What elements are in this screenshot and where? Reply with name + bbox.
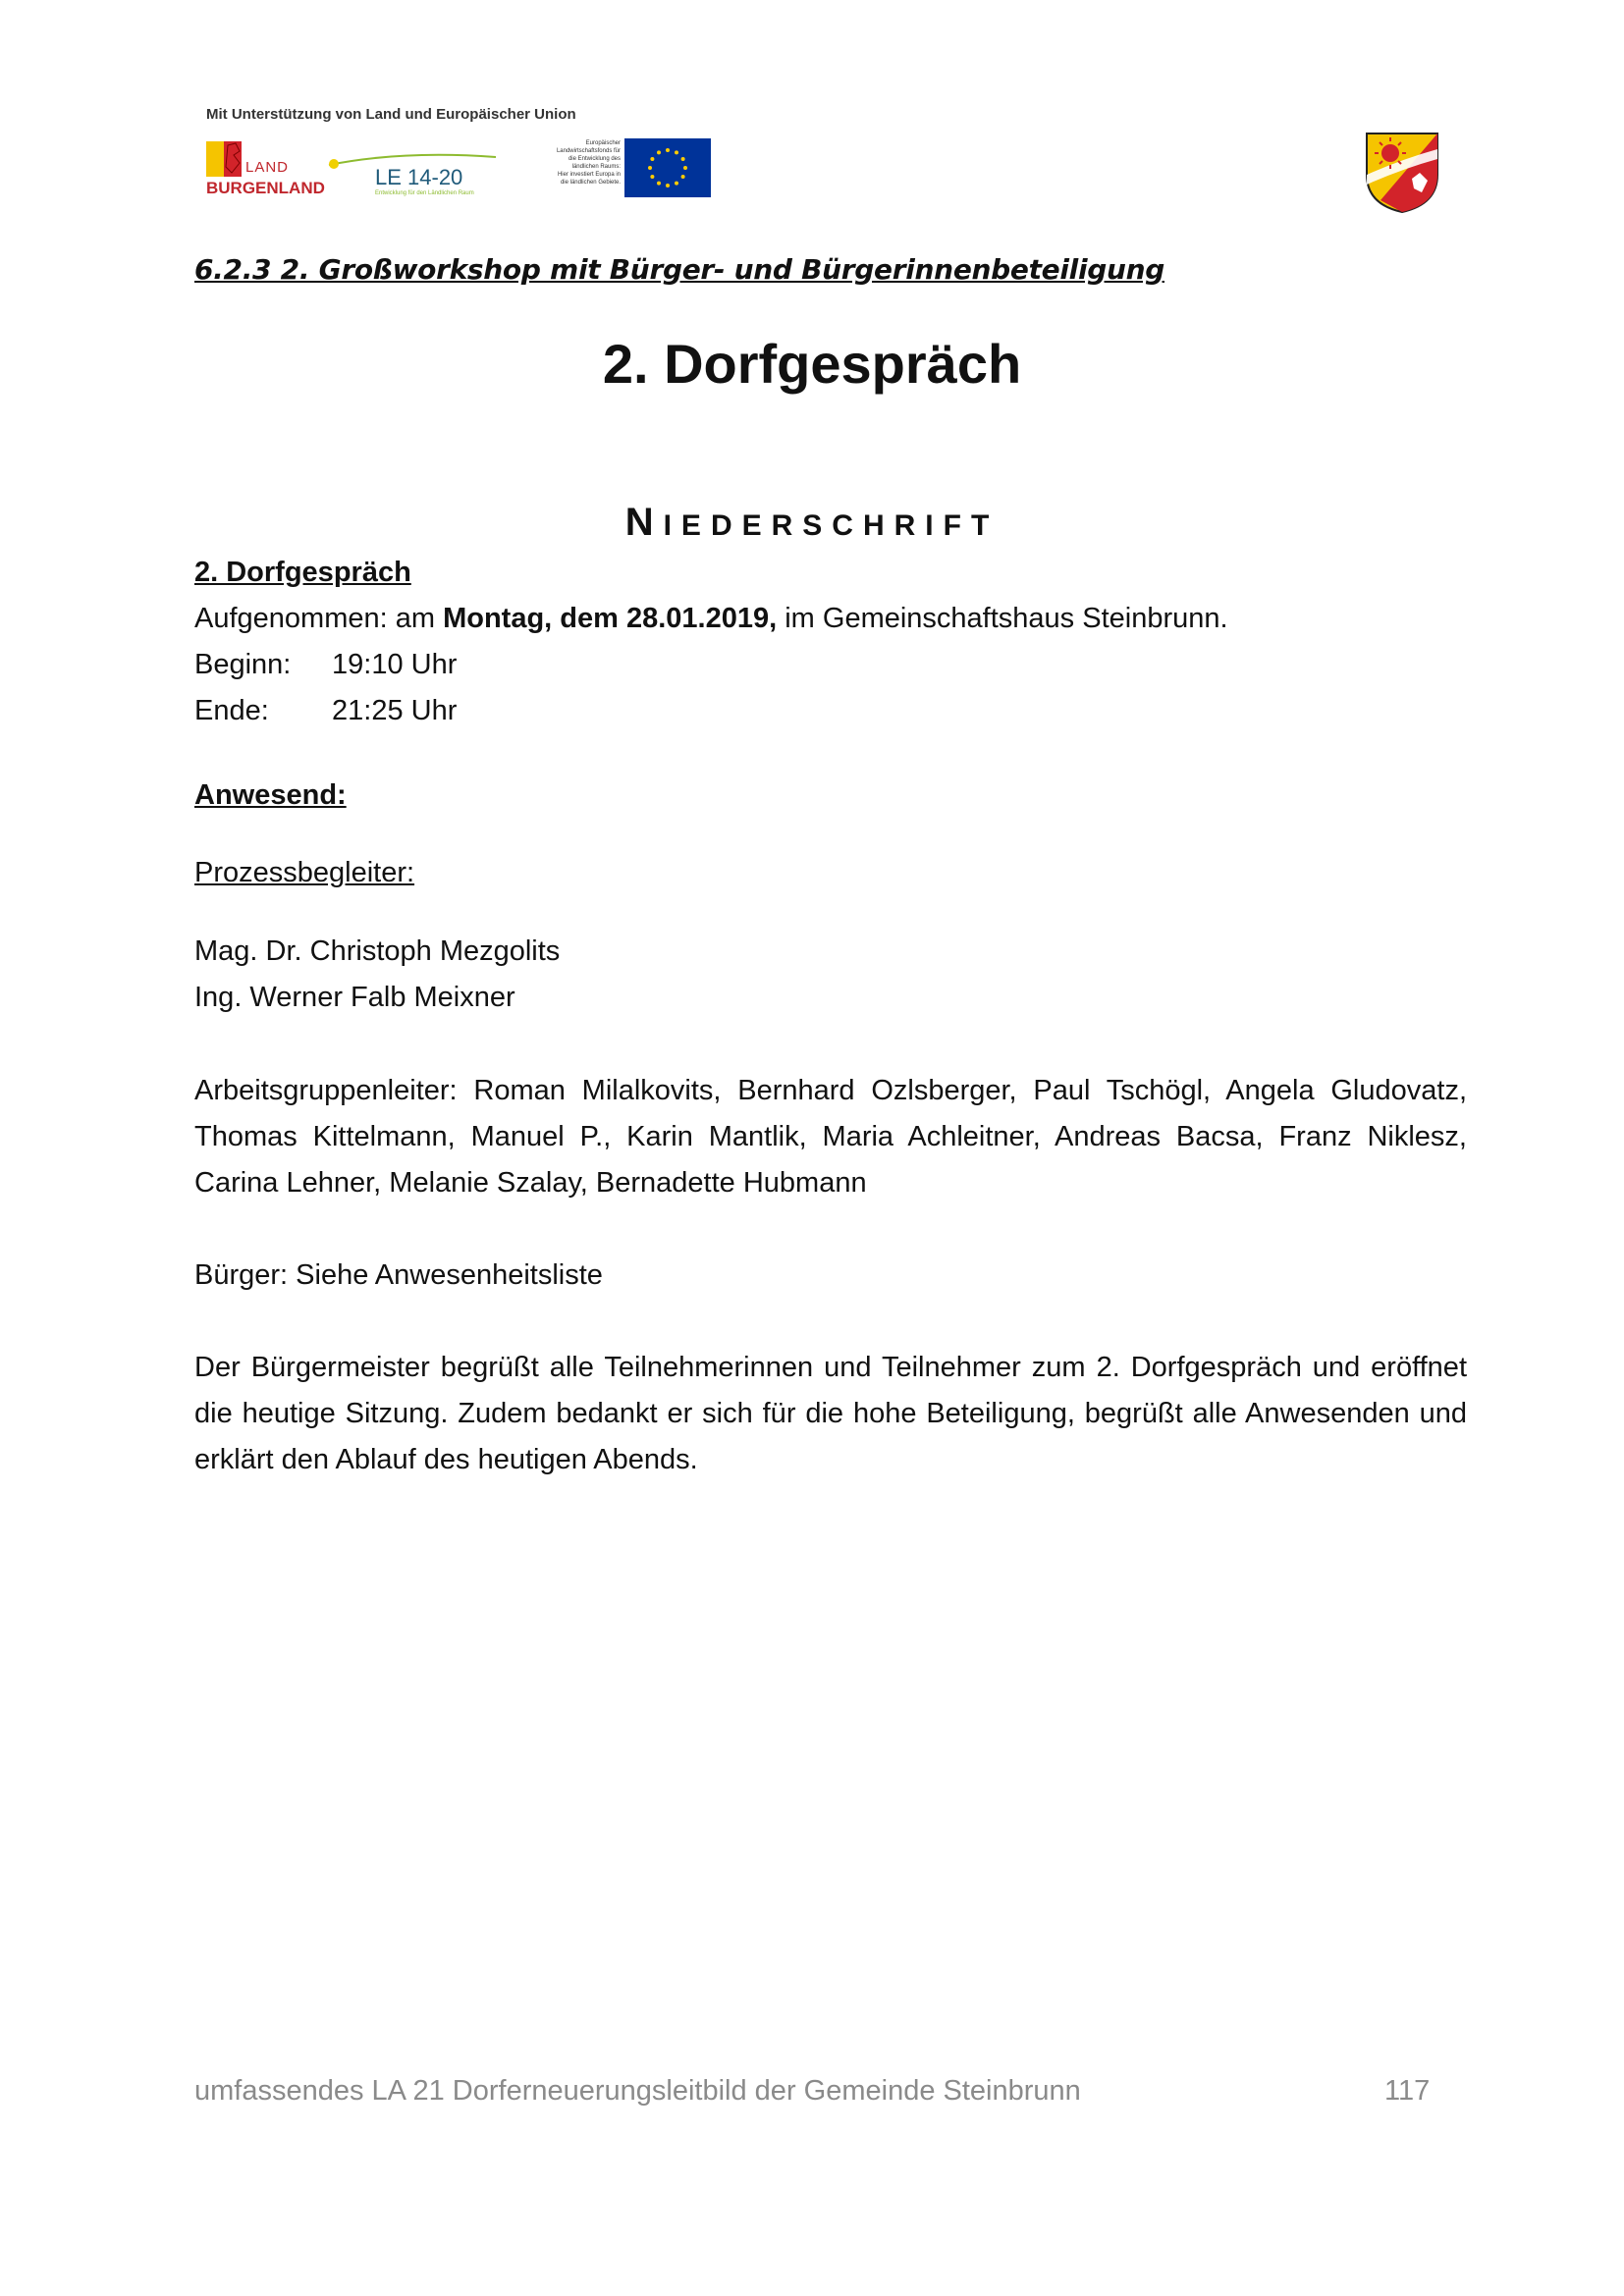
meeting-subtitle: 2. Dorfgespräch (194, 557, 411, 588)
support-text: Mit Unterstützung von Land und Europäischer Union (206, 106, 576, 123)
eu-star-icon (666, 148, 670, 152)
eu-star-icon (666, 184, 670, 187)
facilitator-name: Ing. Werner Falb Meixner (194, 982, 515, 1013)
eu-text-line: Landwirtschaftsfonds für (556, 148, 621, 154)
begin-value: 19:10 Uhr (332, 649, 458, 680)
eu-star-icon (683, 166, 687, 170)
niederschrift-rest: IEDERSCHRIFT (663, 509, 1000, 542)
begin-row (194, 642, 457, 688)
eu-text-line: Europäischer (585, 140, 621, 146)
eu-star-icon (650, 175, 654, 179)
workgroup-leaders-paragraph: Arbeitsgruppenleiter: Roman Milalkovits, Bernhard Ozlsberger, Paul Tschögl, Angela Gludovatz, Thomas Kittelmann, Manuel P., Karin Mantlik, Maria Achleitner, Andreas Bacsa, Franz Niklesz, Carina Lehner, Melanie Szalay, Bernadette Hubmann (194, 1075, 1467, 1199)
facilitator-name: Mag. Dr. Christoph Mezgolits (194, 935, 561, 967)
end-label: Ende: (194, 695, 269, 726)
eu-text-line: Hier investiert Europa in (557, 172, 621, 178)
facilitators-heading: Prozessbegleiter: (194, 857, 415, 888)
footer-text: umfassendes LA 21 Dorferneuerungsleitbild der Gemeinde Steinbrunn (194, 2075, 1081, 2107)
recorded-suffix: im Gemeinschaftshaus Steinbrunn. (777, 603, 1228, 634)
closing-paragraph: Der Bürgermeister begrüßt alle Teilnehmerinnen und Teilnehmer zum 2. Dorfgespräch und eröffnet die heutige Sitzung. Zudem bedankt er sich für die hohe Beteiligung, begrüßt alle Anwesenden und erklärt den Ablauf des heutigen Abends. (194, 1352, 1467, 1475)
main-title: 2. Dorfgespräch (602, 333, 1022, 395)
begin-label: Beginn: (194, 649, 292, 680)
le-14-20-logo (324, 145, 496, 202)
recorded-line (194, 596, 1228, 642)
eu-star-icon (681, 157, 685, 161)
eu-star-icon (657, 182, 661, 186)
recorded-date: Montag, dem 28.01.2019, (443, 603, 778, 634)
citizens-line: Bürger: Siehe Anwesenheitsliste (194, 1259, 603, 1291)
recorded-prefix: Aufgenommen: am (194, 603, 444, 634)
niederschrift-heading (0, 501, 1624, 545)
end-row (194, 688, 457, 734)
burgenland-logo (206, 137, 325, 198)
eu-star-icon (650, 157, 654, 161)
eu-text-line: ländlichen Raums: (571, 164, 621, 170)
burgenland-land-text: LAND (245, 159, 290, 176)
eu-star-icon (675, 150, 678, 154)
present-heading: Anwesend: (194, 779, 347, 811)
eu-flag-icon (624, 138, 711, 197)
eu-star-icon (648, 166, 652, 170)
municipal-crest-icon (1363, 130, 1441, 214)
le-title: LE 14-20 (375, 165, 463, 189)
eu-star-icon (657, 150, 661, 154)
eu-star-icon (681, 175, 685, 179)
le-subtitle: Entwicklung für den Ländlichen Raum (375, 190, 474, 196)
niederschrift-initial: N (624, 501, 664, 544)
eu-logo (538, 137, 711, 198)
burgenland-name-text: BURGENLAND (206, 179, 325, 197)
section-heading: 6.2.3 2. Großworkshop mit Bürger- und Bürgerinnenbeteiligung (194, 253, 1164, 286)
eu-star-icon (675, 182, 678, 186)
eu-text-line: die Entwicklung des (568, 156, 621, 162)
eu-fund-text (538, 139, 621, 187)
eu-text-line: die ländlichen Gebiete. (560, 180, 621, 186)
end-value: 21:25 Uhr (332, 695, 458, 726)
page-number: 117 (1384, 2075, 1431, 2107)
